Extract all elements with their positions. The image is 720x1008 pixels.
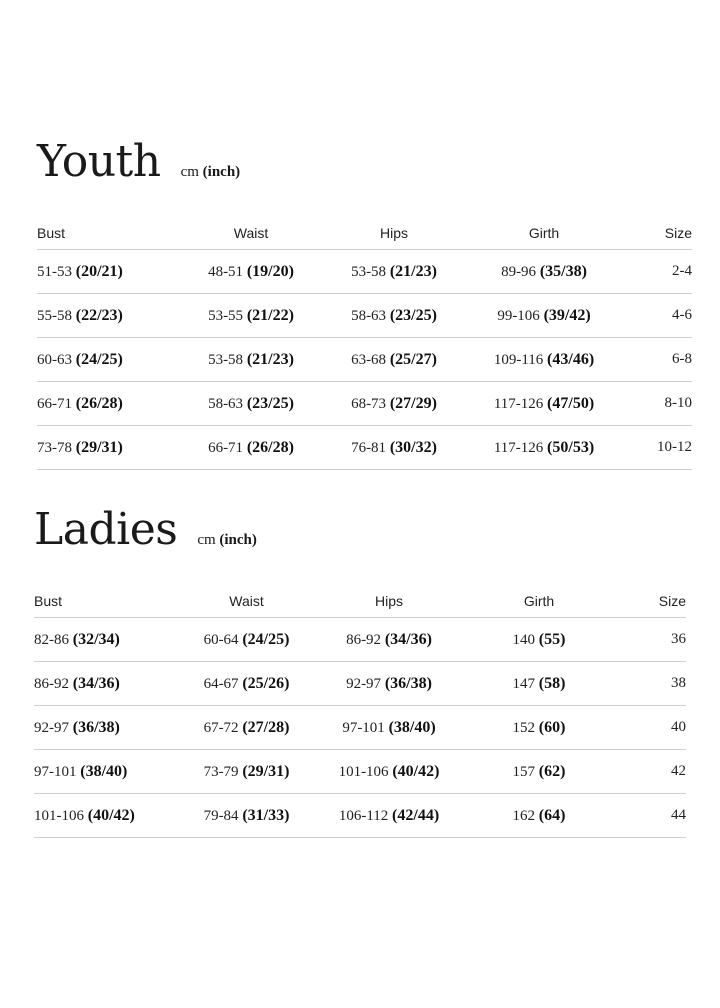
youth-title: Youth (37, 136, 161, 187)
cm-value: 92-97 (346, 675, 382, 692)
inch-value: (19/20) (246, 262, 294, 280)
ladies-unit-cm: cm (197, 532, 216, 548)
hips-cell (309, 750, 469, 794)
girth-cell (473, 338, 615, 382)
inch-value: (30/32) (389, 438, 437, 456)
cm-value: 53-58 (351, 263, 387, 280)
cm-value: 101-106 (34, 807, 84, 824)
ladies-header-bust: Bust (34, 584, 184, 618)
inch-value: (62) (538, 762, 566, 780)
waist-cell (187, 294, 315, 338)
bust-cell (37, 250, 187, 294)
bust-cell (37, 338, 187, 382)
cm-value: 68-73 (351, 395, 387, 412)
bust-cell (34, 794, 184, 838)
inch-value: (27/29) (389, 394, 437, 412)
size-cell: 4-6 (615, 294, 692, 338)
bust-cell (34, 618, 184, 662)
cm-value: 97-101 (34, 763, 77, 780)
cm-value: 58-63 (351, 307, 387, 324)
hips-cell (315, 338, 473, 382)
table-row (34, 794, 686, 838)
cm-value: 157 (512, 763, 536, 780)
hips-cell (315, 382, 473, 426)
inch-value: (23/25) (246, 394, 294, 412)
table-row (34, 662, 686, 706)
inch-value: (34/36) (384, 630, 432, 648)
bust-cell (34, 662, 184, 706)
inch-value: (20/21) (75, 262, 123, 280)
inch-value: (29/31) (75, 438, 123, 456)
waist-cell (184, 750, 309, 794)
inch-value: (27/28) (242, 718, 290, 736)
cm-value: 117-126 (493, 439, 544, 456)
size-cell: 38 (609, 662, 686, 706)
waist-cell (184, 706, 309, 750)
inch-value: (23/25) (389, 306, 437, 324)
ladies-header-girth: Girth (469, 584, 609, 618)
cm-value: 101-106 (338, 763, 389, 780)
cm-value: 86-92 (346, 631, 382, 648)
bust-cell (37, 382, 187, 426)
inch-value: (29/31) (242, 762, 290, 780)
hips-cell (315, 426, 473, 470)
ladies-size-table (34, 584, 686, 838)
inch-value: (26/28) (246, 438, 294, 456)
table-row (34, 618, 686, 662)
youth-header-row (37, 216, 692, 250)
inch-value: (60) (538, 718, 566, 736)
table-row (37, 382, 692, 426)
hips-cell (309, 618, 469, 662)
ladies-header-waist: Waist (184, 584, 309, 618)
youth-unit-label (181, 164, 241, 181)
hips-cell (309, 662, 469, 706)
ladies-header-hips: Hips (309, 584, 469, 618)
inch-value: (24/25) (75, 350, 123, 368)
girth-cell (473, 294, 615, 338)
girth-cell (473, 250, 615, 294)
inch-value: (64) (538, 806, 566, 824)
youth-unit-cm: cm (180, 164, 199, 180)
cm-value: 89-96 (501, 263, 537, 280)
inch-value: (38/40) (388, 718, 436, 736)
cm-value: 55-58 (37, 307, 72, 324)
size-cell: 8-10 (615, 382, 692, 426)
table-row (34, 750, 686, 794)
cm-value: 66-71 (37, 395, 72, 412)
cm-value: 66-71 (208, 439, 244, 456)
cm-value: 152 (512, 719, 536, 736)
bust-cell (34, 750, 184, 794)
cm-value: 140 (512, 631, 536, 648)
youth-size-table (37, 216, 692, 470)
cm-value: 53-58 (208, 351, 244, 368)
girth-cell (473, 382, 615, 426)
cm-value: 82-86 (34, 631, 69, 648)
inch-value: (35/38) (539, 262, 587, 280)
hips-cell (315, 294, 473, 338)
waist-cell (187, 250, 315, 294)
girth-cell (469, 662, 609, 706)
size-cell: 2-4 (615, 250, 692, 294)
youth-unit-inch: (inch) (202, 164, 241, 180)
inch-value: (43/46) (547, 350, 595, 368)
waist-cell (184, 662, 309, 706)
youth-header-bust: Bust (37, 216, 187, 250)
cm-value: 86-92 (34, 675, 69, 692)
girth-cell (469, 706, 609, 750)
cm-value: 60-64 (203, 631, 239, 648)
cm-value: 58-63 (208, 395, 244, 412)
cm-value: 64-67 (203, 675, 239, 692)
girth-cell (469, 618, 609, 662)
ladies-header-row (34, 584, 686, 618)
youth-header-size: Size (615, 216, 692, 250)
table-row (37, 338, 692, 382)
inch-value: (39/42) (543, 306, 591, 324)
inch-value: (58) (538, 674, 566, 692)
cm-value: 79-84 (203, 807, 239, 824)
inch-value: (47/50) (547, 394, 595, 412)
inch-value: (40/42) (87, 806, 135, 824)
bust-cell (34, 706, 184, 750)
cm-value: 162 (512, 807, 536, 824)
youth-header-waist: Waist (187, 216, 315, 250)
inch-value: (22/23) (75, 306, 123, 324)
inch-value: (25/26) (242, 674, 290, 692)
ladies-header-size: Size (609, 584, 686, 618)
cm-value: 99-106 (497, 307, 540, 324)
girth-cell (473, 426, 615, 470)
bust-cell (37, 294, 187, 338)
cm-value: 117-126 (493, 395, 544, 412)
cm-value: 73-78 (37, 439, 72, 456)
youth-header-hips: Hips (315, 216, 473, 250)
cm-value: 147 (512, 675, 536, 692)
inch-value: (36/38) (72, 718, 120, 736)
waist-cell (187, 382, 315, 426)
inch-value: (36/38) (384, 674, 432, 692)
hips-cell (309, 706, 469, 750)
table-row (34, 706, 686, 750)
cm-value: 53-55 (208, 307, 244, 324)
table-row (37, 426, 692, 470)
table-row (37, 250, 692, 294)
size-cell: 6-8 (615, 338, 692, 382)
size-cell: 36 (609, 618, 686, 662)
inch-value: (40/42) (392, 762, 440, 780)
inch-value: (21/23) (389, 262, 437, 280)
inch-value: (21/22) (246, 306, 294, 324)
size-cell: 10-12 (615, 426, 692, 470)
size-cell: 44 (609, 794, 686, 838)
inch-value: (31/33) (242, 806, 290, 824)
cm-value: 63-68 (351, 351, 387, 368)
cm-value: 60-63 (37, 351, 72, 368)
cm-value: 97-101 (342, 719, 385, 736)
ladies-title-row (34, 504, 257, 555)
waist-cell (184, 618, 309, 662)
inch-value: (32/34) (72, 630, 120, 648)
inch-value: (26/28) (75, 394, 123, 412)
table-row (37, 294, 692, 338)
inch-value: (38/40) (80, 762, 128, 780)
inch-value: (25/27) (389, 350, 437, 368)
youth-title-row (37, 136, 241, 187)
inch-value: (24/25) (242, 630, 290, 648)
inch-value: (50/53) (547, 438, 595, 456)
cm-value: 73-79 (203, 763, 239, 780)
hips-cell (309, 794, 469, 838)
cm-value: 106-112 (338, 807, 389, 824)
hips-cell (315, 250, 473, 294)
cm-value: 51-53 (37, 263, 72, 280)
waist-cell (187, 426, 315, 470)
girth-cell (469, 794, 609, 838)
waist-cell (184, 794, 309, 838)
girth-cell (469, 750, 609, 794)
bust-cell (37, 426, 187, 470)
cm-value: 109-116 (493, 351, 544, 368)
inch-value: (21/23) (246, 350, 294, 368)
ladies-unit-inch: (inch) (219, 532, 257, 548)
size-cell: 40 (609, 706, 686, 750)
inch-value: (34/36) (72, 674, 120, 692)
cm-value: 67-72 (203, 719, 239, 736)
waist-cell (187, 338, 315, 382)
ladies-title: Ladies (34, 504, 178, 555)
youth-header-girth: Girth (473, 216, 615, 250)
inch-value: (55) (538, 630, 566, 648)
cm-value: 76-81 (351, 439, 387, 456)
size-cell: 42 (609, 750, 686, 794)
cm-value: 48-51 (208, 263, 244, 280)
ladies-unit-label (197, 532, 257, 549)
inch-value: (42/44) (392, 806, 440, 824)
cm-value: 92-97 (34, 719, 69, 736)
